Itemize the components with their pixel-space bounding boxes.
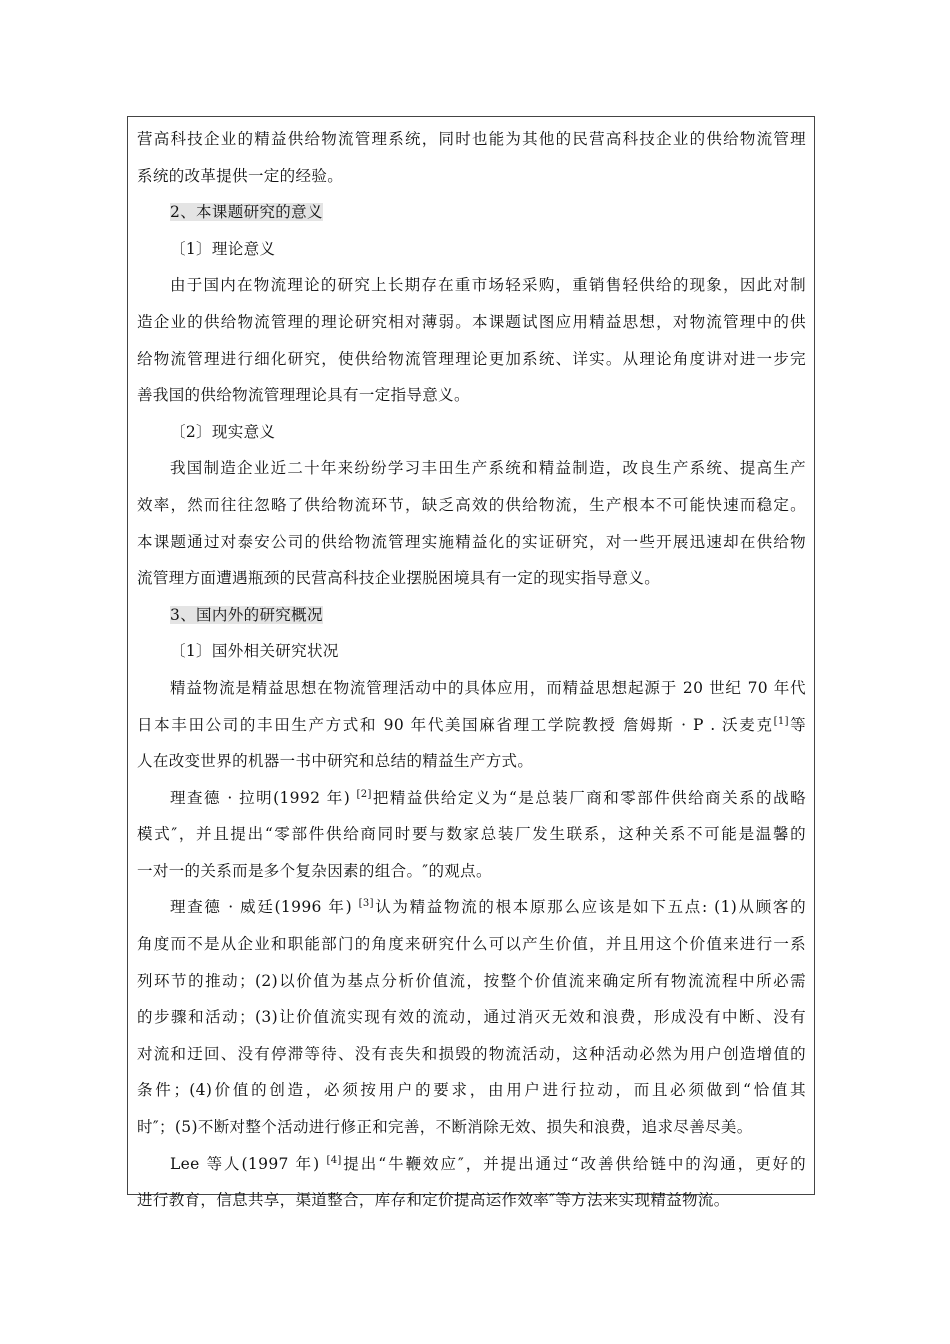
wilding-line-1: 理查德 · 威廷(1996 年) [3]认为精益物流的根本原那么应该是如下五点: (1)从顾客的 xyxy=(170,898,806,917)
theory-line-4: 善我国的供给物流管理理论具有一定指导意义。 xyxy=(137,386,470,405)
wilding-line-3: 列环节的推动；(2)以价值为基点分析价值流，按整个价值流来确定所有物流流程中所必需 xyxy=(137,971,806,990)
lamming-line-1: 理查德 · 拉明(1992 年) [2]把精益供给定义为“是总装厂商和零部件供给商关系的战略 xyxy=(170,788,806,807)
theory-line-3: 给物流管理进行细化研究，使供给物流管理理论更加系统、详实。从理论角度讲对进一步完 xyxy=(137,349,806,368)
citation-ref-1: [1] xyxy=(773,715,789,727)
intro-line-1: 营高科技企业的精益供给物流管理系统，同时也能为其他的民营高科技企业的供给物流管理 xyxy=(137,130,806,148)
practice-line-3: 本课题通过对泰安公司的供给物流管理实施精益化的实证研究，对一些开展迅速却在供给物 xyxy=(137,532,806,551)
wilding-line-6: 条件；(4)价值的创造，必须按用户的要求，由用户进行拉动，而且必须做到“恰值其 xyxy=(137,1081,806,1100)
theory-line-2: 造企业的供给物流管理的理论研究相对薄弱。本课题试图应用精益思想，对物流管理中的供 xyxy=(137,312,806,331)
theory-line-1: 由于国内在物流理论的研究上长期存在重市场轻采购，重销售轻供给的现象，因此对制 xyxy=(170,276,806,295)
lee-line-1: Lee 等人(1997 年) [4]提出“牛鞭效应″，并提出通过“改善供给链中的沟通，更好的 xyxy=(170,1154,806,1173)
subheading-theory: 〔1〕理论意义 xyxy=(170,239,276,258)
intro-line-2: 系统的改革提供一定的经验。 xyxy=(137,166,344,185)
lean-line-2: 日本丰田公司的丰田生产方式和 90 年代美国麻省理工学院教授 詹姆斯 · P . 沃麦克[1]等 xyxy=(137,715,806,734)
practice-line-2: 效率，然而往往忽略了供给物流环节，缺乏高效的供给物流，生产根本不可能快速而稳定。 xyxy=(137,495,806,514)
wilding-line-5: 对流和迂回、没有停滞等待、没有丧失和损毁的物流活动，这种活动必然为用户创造增值的 xyxy=(137,1044,806,1063)
citation-ref-4: [4] xyxy=(326,1154,342,1166)
practice-line-4: 流管理方面遭遇瓶颈的民营高科技企业摆脱困境具有一定的现实指导意义。 xyxy=(137,569,661,588)
lean-line-1: 精益物流是精益思想在物流管理活动中的具体应用，而精益思想起源于 20 世纪 70 年代 xyxy=(170,678,806,697)
subheading-practice: 〔2〕现实意义 xyxy=(170,422,276,441)
practice-line-1: 我国制造企业近二十年来纷纷学习丰田生产系统和精益制造，改良生产系统、提高生产 xyxy=(170,459,806,478)
lamming-line-3: 一对一的关系而是多个复杂因素的组合。″的观点。 xyxy=(137,861,492,880)
section-heading-research-overview: 3、国内外的研究概况 xyxy=(170,605,323,624)
lean-line-3: 人在改变世界的机器一书中研究和总结的精益生产方式。 xyxy=(137,752,534,771)
citation-ref-3: [3] xyxy=(358,898,374,910)
section-heading-significance: 2、本课题研究的意义 xyxy=(170,203,323,222)
lee-line-2: 进行教育，信息共享，渠道整合，库存和定价提高运作效率″等方法来实现精益物流。 xyxy=(137,1191,730,1210)
wilding-line-4: 的步骤和活动；(3)让价值流实现有效的流动，通过消灭无效和浪费，形成没有中断、没有 xyxy=(137,1008,806,1027)
wilding-line-7: 时″；(5)不断对整个活动进行修正和完善，不断消除无效、损失和浪费，追求尽善尽美。 xyxy=(137,1118,753,1137)
lamming-line-2: 模式″，并且提出“零部件供给商同时要与数家总装厂发生联系，这种关系不可能是温馨的 xyxy=(137,825,806,844)
wilding-line-2: 角度而不是从企业和职能部门的角度来研究什么可以产生价值，并且用这个价值来进行一系 xyxy=(137,935,806,954)
document-frame xyxy=(127,116,815,1210)
citation-ref-2: [2] xyxy=(356,788,372,800)
subheading-foreign-research: 〔1〕国外相关研究状况 xyxy=(170,642,339,661)
